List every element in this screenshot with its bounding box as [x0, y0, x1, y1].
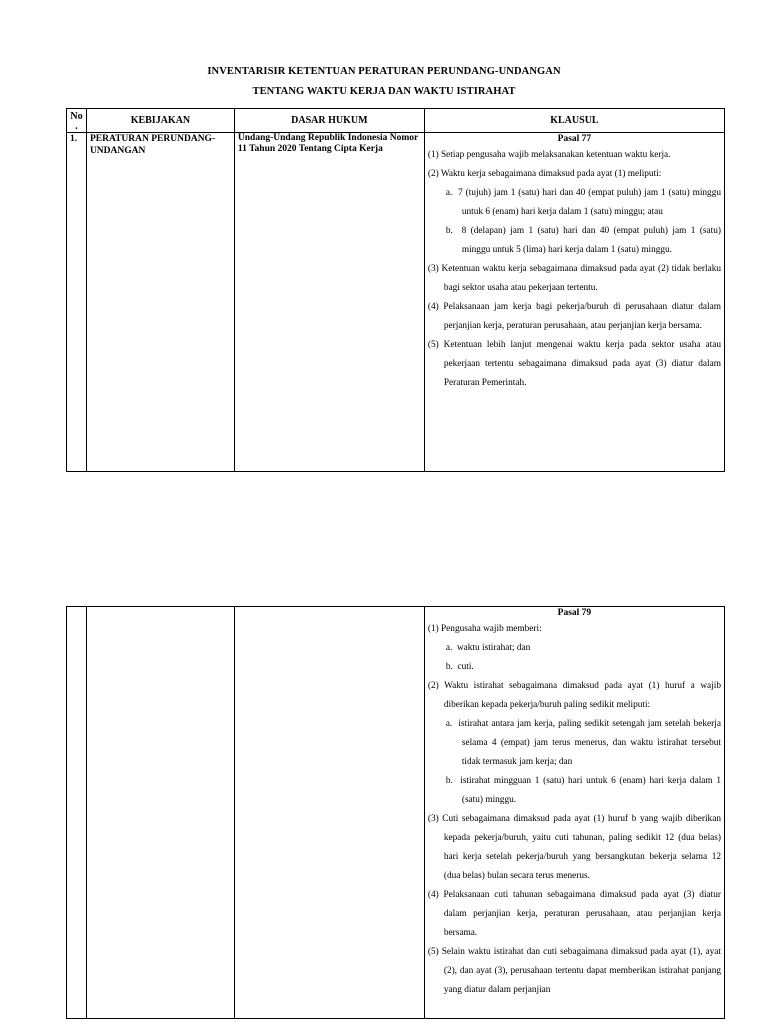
header-no: No . [67, 109, 87, 133]
clause-subitem: b. cuti. [445, 662, 474, 672]
clause-subitem: b. 8 (delapan) jam 1 (satu) hari dan 40 (empat puluh) jam 1 (satu) minggu untuk 5 (lima) hari kerja dalam 1 (satu) minggu. [445, 226, 721, 255]
clause-item: (5) Ketentuan lebih lanjut mengenai waktu kerja pada sektor usaha atau pekerjaan tertentu sebagaimana dimaksud pada ayat (3) diatur dalam Peraturan Pemerintah. [427, 340, 721, 388]
clause-item: (1) Setiap pengusaha wajib melaksanakan ketentuan waktu kerja. [427, 150, 671, 160]
inventory-table-continued [66, 606, 725, 1019]
clause-subitem: a. istirahat antara jam kerja, paling sedikit setengah jam setelah bekerja selama 4 (empat) jam terus menerus, dan waktu istirahat tersebut tidak termasuk jam kerja; dan [445, 719, 721, 767]
clause-item: (1) Pengusaha wajib memberi: [427, 624, 542, 634]
dasar-hukum-cell: Undang-Undang Republik Indonesia Nomor 11 Tahun 2020 Tentang Cipta Kerja [234, 133, 424, 472]
clause-item: (5) Selain waktu istirahat dan cuti sebagaimana dimaksud pada ayat (1), ayat (2), dan ayat (3), perusahaan tertentu dapat memberikan istirahat panjang yang diatur dalam perjanjian [427, 947, 721, 995]
header-dasar-hukum: DASAR HUKUM [234, 109, 424, 133]
clause-item: (3) Cuti sebagaimana dimaksud pada ayat (1) huruf b yang wajib diberikan kepada pekerja/buruh, yaitu cuti tahunan, paling sedikit 12 (dua belas) hari kerja setelah pekerja/buruh yang bersangkutan bekerja selama 12 (dua belas) bulan secara terus menerus. [427, 814, 721, 881]
klausul-cell [424, 607, 724, 1019]
header-klausul: KLAUSUL [424, 109, 724, 133]
clause-item: (3) Ketentuan waktu kerja sebagaimana dimaksud pada ayat (2) tidak berlaku bagi sektor usaha atau pekerjaan tertentu. [427, 264, 721, 293]
klausul-cell [424, 133, 724, 472]
table-row [67, 133, 725, 472]
kebijakan-cell: PERATURAN PERUNDANG-UNDANGAN [86, 133, 234, 472]
inventory-table [66, 108, 725, 472]
row-number: 1. [67, 133, 87, 472]
clause-item: (4) Pelaksanaan cuti tahunan sebagaimana dimaksud pada ayat (3) diatur dalam perjanjian kerja, peraturan perusahaan, atau perjanjian kerja bersama. [427, 890, 721, 938]
document-title-line-2: TENTANG WAKTU KERJA DAN WAKTU ISTIRAHAT [252, 86, 516, 97]
pasal-heading: Pasal 79 [557, 608, 592, 618]
clause-subitem: a. 7 (tujuh) jam 1 (satu) hari dan 40 (empat puluh) jam 1 (satu) minggu untuk 6 (enam) hari kerja dalam 1 (satu) minggu; atau [445, 188, 721, 217]
pasal-heading: Pasal 77 [557, 134, 592, 144]
clause-item: (2) Waktu kerja sebagaimana dimaksud pada ayat (1) meliputi: [427, 169, 662, 179]
clause-subitem: a. waktu istirahat; dan [445, 643, 531, 653]
table-header-row [67, 109, 725, 133]
document-title-line-1: INVENTARISIR KETENTUAN PERATURAN PERUNDANG-UNDANGAN [207, 66, 561, 77]
table-row [67, 607, 725, 1019]
header-kebijakan: KEBIJAKAN [86, 109, 234, 133]
clause-item: (2) Waktu istirahat sebagaimana dimaksud pada ayat (1) huruf a wajib diberikan kepada pekerja/buruh paling sedikit meliputi: [427, 681, 721, 710]
row-number [67, 607, 87, 1019]
clause-subitem: b. istirahat mingguan 1 (satu) hari untuk 6 (enam) hari kerja dalam 1 (satu) minggu. [445, 776, 721, 805]
dasar-hukum-cell [234, 607, 424, 1019]
clause-item: (4) Pelaksanaan jam kerja bagi pekerja/buruh di perusahaan diatur dalam perjanjian kerja, peraturan perusahaan, atau perjanjian kerja bersama. [427, 302, 721, 331]
kebijakan-cell [86, 607, 234, 1019]
